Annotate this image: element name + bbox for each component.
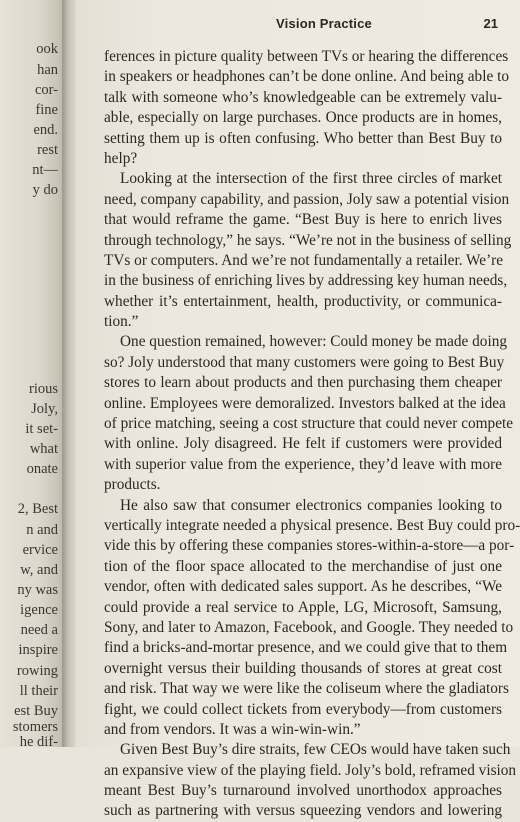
left-page-fragment: rest (37, 142, 58, 158)
left-page-fragment: it set- (25, 421, 58, 437)
left-page-fragment: ny was (17, 582, 58, 598)
left-page-fragment: he dif- (19, 734, 58, 747)
text-line: He also saw that consumer electronics companies looking to (120, 496, 502, 514)
left-page-fragment: nt— (32, 162, 58, 178)
left-page-edge (0, 0, 66, 747)
left-page-fragment: inspire (18, 642, 58, 658)
left-page-fragment: Joly, (31, 401, 58, 417)
text-line: vide this by offering these companies stores-within-a-store—a por- (104, 537, 515, 555)
text-line: online. Employees were demoralized. Investors balked at the idea (104, 394, 506, 412)
text-line: setting them up is often confusing. Who better than Best Buy to (104, 129, 502, 147)
text-line: that would reframe the game. “Best Buy is here to enrich lives (104, 211, 502, 229)
text-line: vendor, often with dedicated sales support. As he describes, “We (104, 578, 502, 596)
left-page-fragment: what (29, 441, 58, 457)
text-line: through technology,” he says. “We’re not in the business of selling (104, 231, 512, 249)
left-page-fragment: 2, Best (17, 501, 58, 517)
text-line: overnight versus their building thousands of stores at great cost (104, 659, 502, 677)
running-head: Vision Practice (276, 16, 372, 31)
text-line: in speakers or headphones can’t be done online. And being able to (104, 68, 509, 86)
left-page-fragment: ervice (22, 542, 58, 558)
left-page-fragment: cor- (34, 82, 58, 98)
page-number: 21 (483, 16, 498, 31)
text-line: One question remained, however: Could money be made doing (120, 333, 508, 351)
text-line: could provide a real service to Apple, LG, Microsoft, Samsung, (104, 598, 502, 616)
text-line: with superior value from the experience, they’d leave with more (104, 455, 502, 473)
text-line: and risk. That way we were like the coliseum where the gladiators (104, 680, 509, 698)
text-line: Given Best Buy’s dire straits, few CEOs would have taken such (120, 741, 511, 759)
text-line: TVs or computers. And we’re not fundamentally a retailer. We’re (104, 251, 504, 269)
text-line: tion.” (104, 313, 139, 331)
book-gutter (62, 0, 76, 747)
text-line: so? Joly understood that many customers were going to Best Buy (104, 353, 505, 371)
left-page-fragment: ook (36, 41, 58, 57)
text-line: need, company capability, and passion, Joly saw a potential vision (104, 190, 510, 208)
text-line: with online. Joly disagreed. He felt if customers were provided (104, 435, 502, 453)
left-page-fragment: est Buy (14, 703, 58, 719)
text-line: and from vendors. It was a win-win-win.” (104, 720, 361, 738)
text-line: meant Best Buy’s turnaround involved unorthodox approaches (104, 782, 502, 800)
left-page-fragment: stomers (12, 719, 58, 735)
text-line: an expansive view of the playing field. Joly’s bold, reframed vision (104, 761, 517, 779)
left-page-fragment: rowing (16, 663, 58, 679)
text-line: Sony, and later to Amazon, Facebook, and Google. They needed to (104, 618, 514, 636)
text-line: fight, we could collect tickets from everybody—from customers (104, 700, 502, 718)
left-page-fragment: w, and (20, 562, 58, 578)
text-line: able, especially on large purchases. Once products are in homes, (104, 109, 502, 127)
left-page-fragment: rious (29, 381, 58, 397)
text-line: products. (104, 476, 161, 494)
left-page-fragment: onate (26, 461, 58, 477)
text-line: ferences in picture quality between TVs or hearing the differences (104, 48, 509, 65)
text-line: vertically integrate needed a physical presence. Best Buy could pro- (104, 516, 520, 534)
text-line: tion of the floor space allocated to the merchandise of just one (104, 557, 502, 575)
text-line: stores to learn about products and then purchasing them cheaper (104, 374, 502, 392)
left-page-fragment: ll their (19, 683, 58, 699)
text-line: whether it’s entertainment, health, productivity, or communica- (104, 292, 502, 310)
text-line: in the business of enriching lives by addressing key human needs, (104, 272, 508, 290)
left-page-fragment: fine (35, 102, 58, 118)
left-page-fragment: end. (33, 122, 58, 138)
body-text (104, 47, 520, 822)
page-header (76, 16, 520, 34)
left-page-fragment: n and (26, 522, 58, 538)
text-line: such as partnering with versus squeezing vendors and lowering (104, 802, 502, 820)
left-page-fragment: igence (20, 602, 58, 618)
left-page-fragment: need a (20, 622, 58, 638)
text-line: talk with someone who’s knowledgeable can be extremely valu- (104, 88, 502, 106)
left-page-fragment: y do (32, 182, 58, 198)
text-line: of price matching, seeing a cost structure that could never compete (104, 415, 514, 433)
text-line: find a bricks-and-mortar presence, and we could give that to them (104, 639, 508, 657)
right-page (76, 0, 520, 820)
text-line: Looking at the intersection of the first three circles of market (120, 170, 502, 188)
left-page-fragment: han (37, 62, 58, 78)
text-line: help? (104, 149, 138, 167)
